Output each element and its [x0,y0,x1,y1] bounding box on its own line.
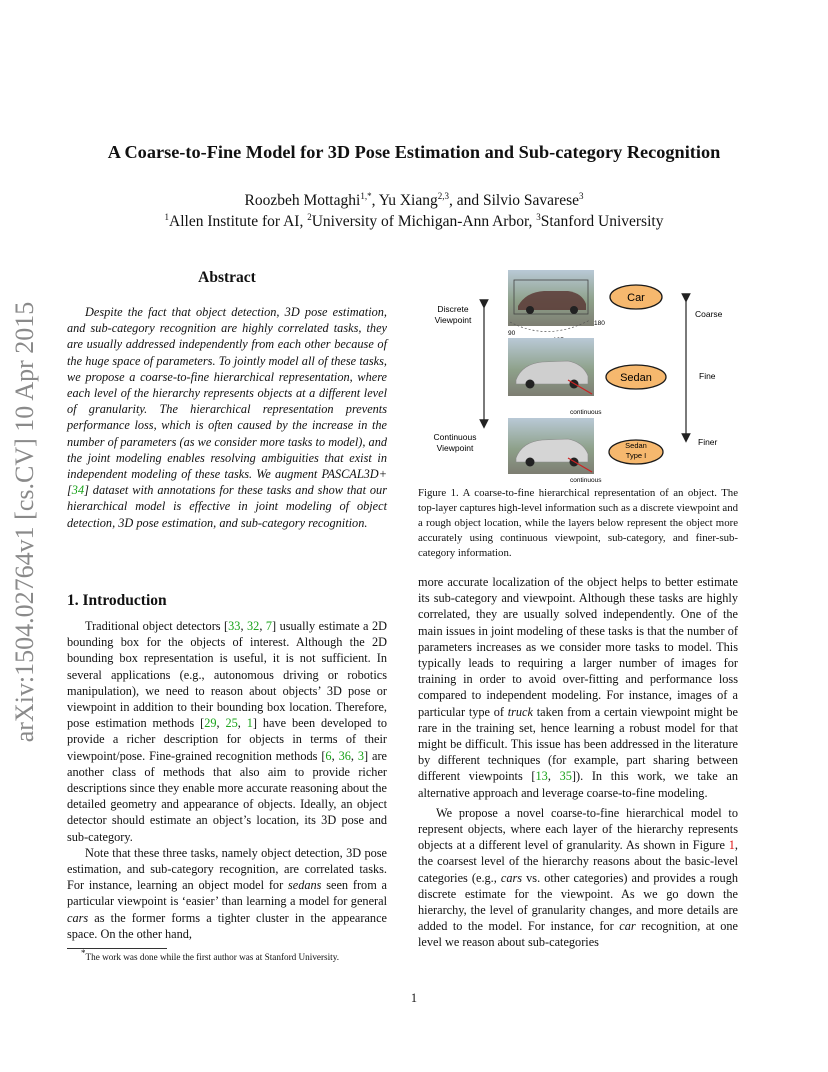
citation-link[interactable]: 13 [535,769,548,784]
continuous-label: continuous [570,409,602,416]
author-superscript: 3 [579,190,584,201]
paragraph-text: recognition, at one level we reason about sub-categories [418,919,738,950]
affiliation-superscript: 2 [307,211,312,222]
node-sedan-type-label-line2: Type I [625,451,647,460]
paragraph-text: ]). In this work, we take an alternative approach and leverage coarse-to-fine modeling. [418,769,738,800]
intro-paragraph-1 [67,618,387,845]
citation-link[interactable]: 35 [559,769,572,784]
citation-link[interactable]: 36 [338,748,351,763]
car-photo-discrete [508,270,594,326]
footnote-mark: * [81,947,86,958]
emphasis-text: cars [67,910,89,925]
citation-link[interactable]: 29 [204,716,217,731]
paragraph-text: taken from a certain viewpoint might be rare in the training set, hence learning a robust model for that might be difficult. This issue has been addressed in the literature by different techniques (for example, part sharing between different viewpoints [ [418,704,738,784]
label-fine: Fine [699,371,716,381]
affiliation-name: University of Michigan-Ann Arbor, [311,213,537,230]
figure-1-hierarchy-diagram [418,262,748,484]
citation-link[interactable]: 7 [265,619,273,633]
paragraph-text: vs. other categories) and provides a rough discrete estimate for the viewpoint. As we go down the hierarchy, the level of granularity changes, and more details are added to the model. For instance, for [418,870,739,934]
node-sedan-label: Sedan [620,372,652,384]
car-photo-continuous [508,338,594,396]
paragraph-text: , the coarsest level of the hierarchy reasons about the basic-level categories (e.g., [418,838,738,885]
abstract-paragraph [67,304,387,531]
intro-paragraph-2 [67,845,387,942]
label-finer: Finer [698,437,718,447]
angle-label-180: 180 [594,320,605,327]
paragraph-text: ] are another class of methods that also aim to provide richer descriptions since they enable more accurate reasoning about the detailed geometry and appearance of objects. Ideally, an object detector should estimate an object’s location, its 3D pose and sub-category. [67,748,388,844]
abstract-body [67,304,387,531]
label-discrete-viewpoint-line1: Discrete [437,304,469,314]
citation-link[interactable]: 25 [225,716,238,731]
citation-separator: , [216,716,226,731]
paragraph-text: ] have been developed to provide a richer description for objects in terms of their viewpoint/pose. Fine-grained recognition methods [ [67,716,388,763]
label-continuous-viewpoint-line2: Viewpoint [436,443,474,453]
paragraph-text: ] usually estimate a 2D bounding box for the objects of interest. Although the 2D bounding box representation is useful, it is not sufficient. In several applications (e.g., autonomous driving or robotics manipulation), we need to reason about objects’ 3D pose or viewpoint in addition to their bounding box location. Therefore, pose estimation methods [ [67,619,388,731]
section-heading-introduction: 1. Introduction [67,592,167,609]
paragraph-text: as the former forms a tighter cluster in the appearance space. On the other hand, [67,910,387,941]
paragraph-text: seen from a particular viewpoint is ‘easier’ than learning a model for general [67,878,387,909]
affiliation-name: Allen Institute for AI, [169,213,308,230]
footnote [67,947,387,962]
car-photo-sedan-type [508,418,594,474]
paragraph-text: We propose a novel coarse-to-fine hierarchical model to represent objects, where each layer of the hierarchy represents objects at a different level of granularity. As shown in Figure [418,805,738,853]
paragraph-text: Traditional object detectors [ [85,619,229,633]
node-car-label: Car [627,292,645,304]
affiliation-superscript: 1 [164,211,170,222]
author-name: Silvio Savarese [483,192,579,209]
citation-separator: , [350,748,358,763]
citation-link[interactable]: 34 [71,483,85,498]
author-name: Yu Xiang [378,192,438,209]
footnote-text: The work was done while the first author was at Stanford University. [85,952,340,962]
affiliation-name: Stanford University [540,213,664,230]
abstract-text: ] dataset with annotations for these tasks and show that our hierarchical model is effective in joint modeling of object detection, 3D pose estimation, and sub-category recognition. [67,483,387,530]
author-superscript: 2,3 [437,190,449,201]
author-separator: , [371,192,379,209]
page-number: 1 [410,991,418,1005]
introduction-body [67,618,387,942]
emphasis-text: cars [500,870,523,885]
author-superscript: 1,* [360,190,372,201]
author-list [0,192,828,210]
citation-separator: , [259,619,266,633]
figure-1-caption [418,486,738,561]
right-column-body [418,574,738,951]
paper-title: A Coarse-to-Fine Model for 3D Pose Estimation and Sub-category Recognition [107,142,721,162]
angle-label-90: 90 [508,330,516,337]
abstract-heading: Abstract [198,269,256,286]
figure-reference-link[interactable]: 1 [728,838,735,853]
citation-link[interactable]: 6 [325,748,332,763]
affiliation-list [0,213,828,231]
citation-separator: , [331,748,339,763]
citation-link[interactable]: 1 [246,716,253,731]
citation-separator: , [547,769,560,784]
citation-link[interactable]: 33 [228,619,241,633]
label-discrete-viewpoint-line2: Viewpoint [434,315,472,325]
paragraph-text: Note that these three tasks, namely object detection, 3D pose estimation, and sub-category recognition, are correlated tasks. For instance, learning an object model for [67,845,387,893]
caption-text: A coarse-to-fine hierarchical representation of an object. The top-layer captures high-level information such as a discrete viewpoint and a rough object location, while the layers below represent the object more accurately using continuous viewpoint, sub-category, and finer-sub-category information. [418,487,738,559]
citation-link[interactable]: 32 [247,619,260,633]
paragraph-text: more accurate localization of the object helps to better estimate its sub-category and viewpoint. Although these tasks are highly correlated, they are usually solved independently. One of the main issues in joint modeling of these tasks is that the number of parameters increases as we consider more tasks to model. This typically leads to requiring a larger number of images for training in order to avoid over-fitting and performance loss compared to independent modeling. For instance, images of a particular type of [418,575,738,719]
node-sedan-type-label-line1: Sedan [625,441,647,450]
abstract-text: Despite the fact that object detection, 3D pose estimation, and sub-category recognition are highly correlated tasks, they are usually addressed independently from each other because of the huge space of parameters. To jointly model all of these tasks, we propose a coarse-to-fine hierarchical representation, where each level of the hierarchy represents objects at a different level of granularity. The hierarchical representation prevents performance loss, which is often caused by the increase in the number of parameters (as we consider more tasks to model), and the joint modeling enables resolving ambiguities that exist in independent modeling of these tasks. We augment PASCAL3D+ [ [67,305,387,498]
caption-label: Figure 1. [418,487,459,499]
affiliation-superscript: 3 [536,211,541,222]
author-separator: , and [448,192,483,209]
emphasis-text: car [619,919,636,934]
right-paragraph-1 [418,574,738,801]
emphasis-text: sedans [287,878,322,893]
citation-separator: , [240,619,248,633]
arxiv-stamp: arXiv:1504.02764v1 [cs.CV] 10 Apr 2015 [10,301,39,743]
right-paragraph-2 [418,805,738,951]
label-coarse: Coarse [695,309,723,319]
author-name: Roozbeh Mottaghi [244,192,361,209]
label-continuous-viewpoint-line1: Continuous [433,432,477,442]
emphasis-text: truck [507,704,533,719]
citation-link[interactable]: 3 [357,748,364,763]
continuous-label: continuous [570,477,602,484]
citation-separator: , [237,716,247,731]
